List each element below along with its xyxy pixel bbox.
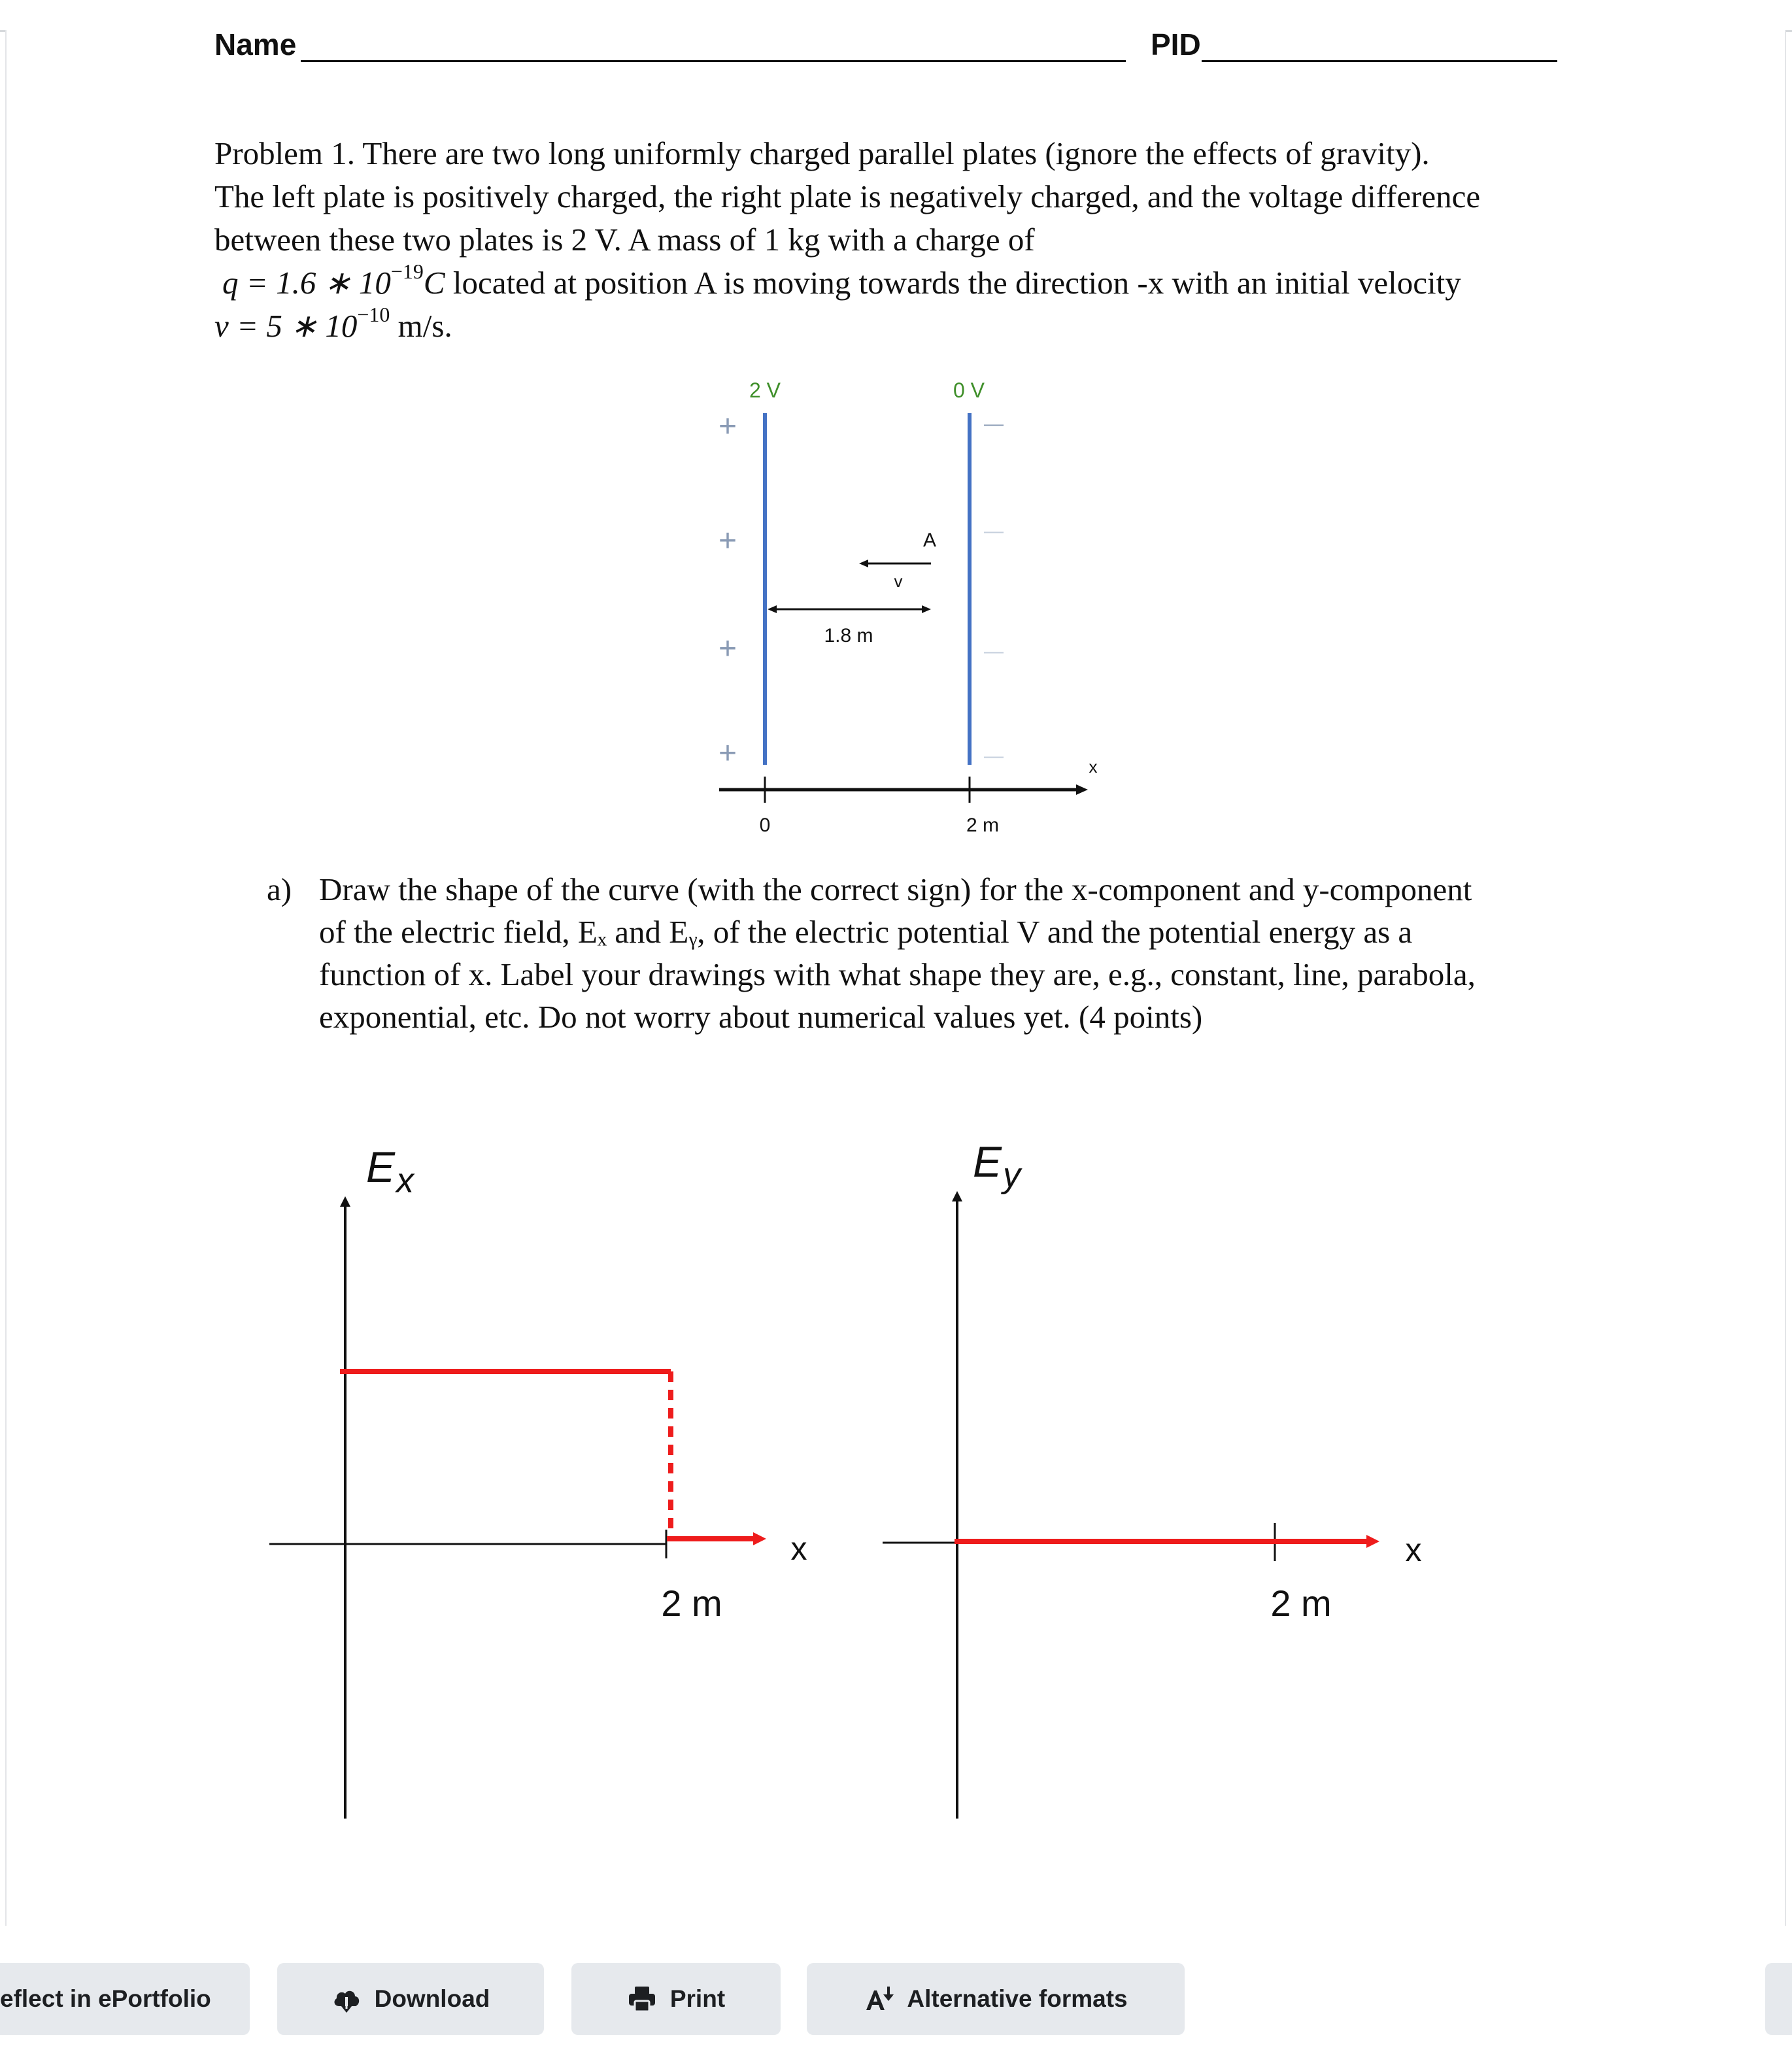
tick-two-label: 2 m	[966, 814, 1000, 836]
print-button[interactable]	[571, 1963, 781, 2035]
right-plate	[968, 413, 972, 765]
download-label: Download	[374, 1985, 490, 2012]
question-a-marker: a)	[267, 871, 292, 907]
parallel-plates-diagram	[706, 366, 1124, 850]
x-axis-label: x	[1089, 757, 1098, 777]
charge-value: q = 1.6 ∗ 10	[222, 265, 391, 301]
velocity-label: v	[894, 571, 903, 591]
plus-sign: +	[718, 524, 737, 558]
velocity-value: v = 5 ∗ 10	[214, 308, 358, 344]
ey-tick-label: 2 m	[1270, 1583, 1332, 1624]
distance-arrowhead-right	[922, 605, 931, 613]
charge-exponent: −19	[390, 259, 424, 283]
left-voltage-label: 2 V	[749, 378, 781, 402]
problem-charge-line	[222, 261, 1461, 305]
ey-y-axis-arrowhead	[952, 1191, 962, 1201]
charge-unit: C	[423, 265, 445, 301]
x-axis-arrowhead	[1076, 784, 1088, 795]
scroll-next-button[interactable]	[1765, 1963, 1792, 2035]
reflect-in-eportfolio-button[interactable]	[0, 1963, 250, 2035]
distance-arrowhead-left	[768, 605, 777, 613]
plus-sign: +	[718, 631, 737, 666]
problem-line-1: Problem 1. There are two long uniformly charged parallel plates (ignore the effects of gravity).	[214, 135, 1430, 171]
right-voltage-label: 0 V	[953, 378, 985, 402]
velocity-unit: m/s.	[390, 308, 452, 344]
ey-title: $E_y$	[973, 1137, 1021, 1195]
ex-red-arrowhead	[753, 1532, 766, 1545]
question-a-line-2: of the electric field, Eₓ and Eᵧ, of the electric potential V and the potential energy as a	[319, 914, 1413, 950]
alternative-formats-label: Alternative formats	[907, 1985, 1128, 2012]
plus-sign: +	[718, 736, 737, 771]
ex-graph	[262, 1124, 850, 1830]
ey-graph	[870, 1124, 1458, 1830]
plus-sign: +	[718, 409, 737, 444]
velocity-arrowhead	[859, 560, 868, 567]
reflect-label: eflect in ePortfolio	[0, 1985, 211, 2012]
ex-y-axis-arrowhead	[340, 1196, 350, 1207]
question-a-line-3: function of x. Label your drawings with what shape they are, e.g., constant, line, parabola,	[319, 956, 1476, 992]
printer-icon	[627, 1984, 657, 2014]
ey-red-arrowhead	[1366, 1535, 1379, 1548]
ex-title: $E_x$	[366, 1143, 414, 1200]
left-plate	[763, 413, 767, 765]
ey-x-label: x	[1405, 1532, 1422, 1568]
minus-sign: —	[984, 641, 1004, 662]
velocity-exponent: −10	[357, 302, 390, 326]
alternative-formats-button[interactable]	[807, 1963, 1185, 2035]
alternative-formats-icon	[864, 1984, 894, 2014]
question-a-line-1: Draw the shape of the curve (with the correct sign) for the x-component and y-component	[319, 871, 1472, 907]
charge-description: located at position A is moving towards the direction -x with an initial velocity	[452, 265, 1461, 301]
question-a-line-4: exponential, etc. Do not worry about numerical values yet. (4 points)	[319, 999, 1203, 1035]
point-a-label: A	[922, 529, 937, 551]
name-label: Name	[214, 27, 297, 61]
cloud-download-icon	[331, 1984, 362, 2014]
print-label: Print	[669, 1985, 726, 2012]
ex-tick-label: 2 m	[661, 1583, 722, 1624]
problem-line-3: between these two plates is 2 V. A mass of 1 kg with a charge of	[214, 222, 1035, 258]
minus-sign: —	[984, 745, 1004, 767]
minus-sign: —	[984, 413, 1004, 435]
name-underline	[301, 60, 1126, 62]
download-button[interactable]	[277, 1963, 544, 2035]
problem-velocity-line	[214, 302, 452, 348]
tick-zero-label: 0	[759, 814, 771, 836]
problem-line-2: The left plate is positively charged, the right plate is negatively charged, and the voltage difference	[214, 178, 1481, 214]
distance-label: 1.8 m	[824, 625, 873, 646]
pid-label: PID	[1151, 27, 1201, 61]
ex-x-label: x	[790, 1530, 807, 1567]
pid-underline	[1202, 60, 1557, 62]
minus-sign: —	[984, 520, 1004, 542]
